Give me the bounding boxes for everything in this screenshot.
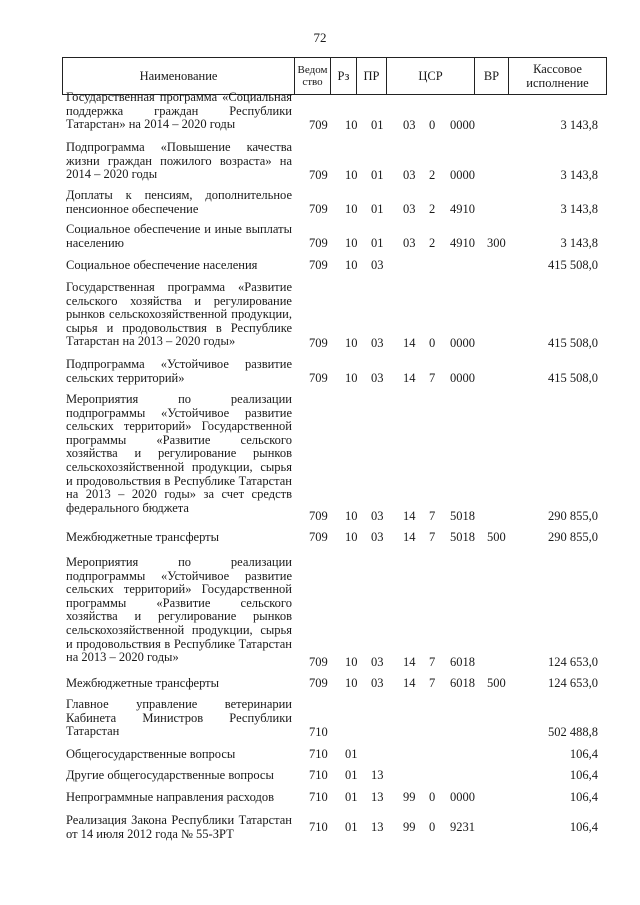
header-name: Наименование: [63, 58, 295, 95]
cell-ved: 709: [309, 336, 328, 350]
cell-ved: 710: [309, 768, 328, 782]
row-name: Социальное обеспечение населения: [66, 258, 258, 272]
cell-rz: 01: [345, 747, 358, 761]
cell-csr-1: 99: [403, 790, 416, 804]
cell-pr: 03: [371, 371, 384, 385]
cell-csr-2: 0: [429, 118, 436, 132]
cell-ved: 709: [309, 258, 328, 272]
cell-ved: 709: [309, 676, 328, 690]
cell-rz: 01: [345, 820, 358, 834]
cell-rz: 10: [345, 118, 358, 132]
cell-csr-3: 6018: [450, 655, 475, 669]
cell-rz: 10: [345, 168, 358, 182]
cell-pr: 01: [371, 118, 384, 132]
cell-sum: 106,4: [569, 747, 598, 761]
row-name: Подпрограмма «Повышение качества жизни граждан пожилого возраста» на 2014 – 2020 годы: [66, 140, 292, 182]
cell-csr-2: 7: [429, 371, 436, 385]
cell-csr-2: 0: [429, 820, 436, 834]
cell-sum: 290 855,0: [548, 509, 598, 523]
cell-csr-2: 7: [429, 676, 436, 690]
cell-sum: 106,4: [569, 790, 598, 804]
cell-sum: 502 488,8: [548, 725, 598, 739]
cell-csr-2: 0: [429, 336, 436, 350]
cell-sum: 415 508,0: [548, 336, 598, 350]
cell-csr-3: 4910: [450, 236, 475, 250]
row-name: Государственная программа «Социальная поддержка граждан Республики Татарстан» на 2014 – 2020 годы: [66, 90, 292, 132]
cell-csr-1: 03: [403, 202, 416, 216]
cell-csr-3: 0000: [450, 336, 475, 350]
cell-pr: 13: [371, 768, 384, 782]
cell-ved: 709: [309, 509, 328, 523]
header-vr: ВР: [475, 58, 509, 95]
row-name: Другие общегосударственные вопросы: [66, 768, 274, 782]
cell-rz: 10: [345, 236, 358, 250]
cell-csr-1: 14: [403, 530, 416, 544]
cell-csr-3: 5018: [450, 530, 475, 544]
cell-ved: 709: [309, 371, 328, 385]
cell-ved: 710: [309, 820, 328, 834]
cell-csr-2: 7: [429, 509, 436, 523]
row-name: Реализация Закона Республики Татарстан от 14 июля 2012 года № 55-ЗРТ: [66, 813, 292, 841]
cell-ved: 709: [309, 655, 328, 669]
row-name: Доплаты к пенсиям, дополнительное пенсионное обеспечение: [66, 188, 292, 216]
cell-sum: 124 653,0: [548, 655, 598, 669]
cell-ved: 709: [309, 118, 328, 132]
cell-vr: 300: [487, 236, 506, 250]
cell-ved: 709: [309, 236, 328, 250]
cell-ved: 709: [309, 530, 328, 544]
header-pr: ПР: [357, 58, 387, 95]
cell-csr-1: 14: [403, 336, 416, 350]
cell-ved: 710: [309, 747, 328, 761]
cell-ved: 710: [309, 790, 328, 804]
cell-ved: 710: [309, 725, 328, 739]
cell-pr: 03: [371, 258, 384, 272]
cell-csr-1: 03: [403, 236, 416, 250]
cell-sum: 415 508,0: [548, 258, 598, 272]
row-name: Общегосударственные вопросы: [66, 747, 236, 761]
cell-sum: 106,4: [569, 768, 598, 782]
row-name: Государственная программа «Развитие сельского хозяйства и регулирование рынков сельскохозяйственной продукции, сырья и продовольствия в Республике Татарстан на 2013 – 2020 годы»: [66, 280, 292, 349]
cell-pr: 03: [371, 655, 384, 669]
cell-ved: 709: [309, 202, 328, 216]
cell-pr: 13: [371, 790, 384, 804]
cell-sum: 3 143,8: [560, 168, 598, 182]
row-name: Непрограммные направления расходов: [66, 790, 274, 804]
row-name: Подпрограмма «Устойчивое развитие сельских территорий»: [66, 357, 292, 385]
cell-vr: 500: [487, 676, 506, 690]
cell-rz: 10: [345, 676, 358, 690]
header-sum: Кассовое исполнение: [509, 58, 607, 95]
cell-csr-2: 7: [429, 530, 436, 544]
cell-csr-3: 0000: [450, 790, 475, 804]
cell-sum: 124 653,0: [548, 676, 598, 690]
cell-rz: 10: [345, 509, 358, 523]
cell-sum: 3 143,8: [560, 202, 598, 216]
cell-csr-1: 03: [403, 118, 416, 132]
cell-vr: 500: [487, 530, 506, 544]
cell-csr-3: 5018: [450, 509, 475, 523]
cell-pr: 03: [371, 336, 384, 350]
cell-pr: 03: [371, 509, 384, 523]
row-name: Социальное обеспечение и иные выплаты населению: [66, 222, 292, 250]
row-name: Главное управление ветеринарии Кабинета Министров Республики Татарстан: [66, 697, 292, 739]
row-name: Межбюджетные трансферты: [66, 530, 220, 544]
cell-sum: 106,4: [569, 820, 598, 834]
cell-ved: 709: [309, 168, 328, 182]
cell-csr-2: 2: [429, 236, 436, 250]
header-csr: ЦСР: [387, 58, 475, 95]
cell-pr: 13: [371, 820, 384, 834]
cell-rz: 10: [345, 336, 358, 350]
cell-rz: 01: [345, 790, 358, 804]
cell-csr-3: 0000: [450, 168, 475, 182]
cell-pr: 01: [371, 202, 384, 216]
cell-csr-3: 6018: [450, 676, 475, 690]
cell-rz: 10: [345, 371, 358, 385]
cell-pr: 03: [371, 676, 384, 690]
cell-csr-1: 99: [403, 820, 416, 834]
cell-csr-2: 0: [429, 790, 436, 804]
cell-pr: 01: [371, 236, 384, 250]
row-name: Мероприятия по реализации подпрограммы «Устойчивое развитие сельских территорий» Государственной программы «Развитие сельского хозяйства и регулирование рынков сельскохозяйственной продукции, сырья и продовольствия в Республике Татарстан на 2013 – 2020 годы» за счет средств федерального бюджета: [66, 392, 292, 515]
cell-csr-2: 2: [429, 168, 436, 182]
cell-csr-1: 03: [403, 168, 416, 182]
cell-rz: 10: [345, 202, 358, 216]
cell-sum: 3 143,8: [560, 236, 598, 250]
cell-rz: 01: [345, 768, 358, 782]
cell-csr-1: 14: [403, 676, 416, 690]
cell-pr: 03: [371, 530, 384, 544]
cell-sum: 415 508,0: [548, 371, 598, 385]
cell-csr-1: 14: [403, 371, 416, 385]
cell-csr-2: 2: [429, 202, 436, 216]
cell-sum: 290 855,0: [548, 530, 598, 544]
row-name: Межбюджетные трансферты: [66, 676, 220, 690]
cell-rz: 10: [345, 258, 358, 272]
cell-rz: 10: [345, 655, 358, 669]
cell-csr-3: 0000: [450, 371, 475, 385]
cell-sum: 3 143,8: [560, 118, 598, 132]
cell-csr-1: 14: [403, 655, 416, 669]
header-rz: Рз: [331, 58, 357, 95]
page-number: 72: [313, 30, 327, 45]
cell-csr-3: 9231: [450, 820, 475, 834]
cell-csr-1: 14: [403, 509, 416, 523]
cell-pr: 01: [371, 168, 384, 182]
cell-csr-3: 0000: [450, 118, 475, 132]
cell-csr-2: 7: [429, 655, 436, 669]
row-name: Мероприятия по реализации подпрограммы «Устойчивое развитие сельских территорий» Государственной программы «Развитие сельского хозяйства и регулирование рынков сельскохозяйственной продукции, сырья и продовольствия в Республике Татарстан на 2013 – 2020 годы»: [66, 555, 292, 665]
cell-csr-3: 4910: [450, 202, 475, 216]
cell-rz: 10: [345, 530, 358, 544]
header-ved: Ведомство: [295, 58, 331, 95]
